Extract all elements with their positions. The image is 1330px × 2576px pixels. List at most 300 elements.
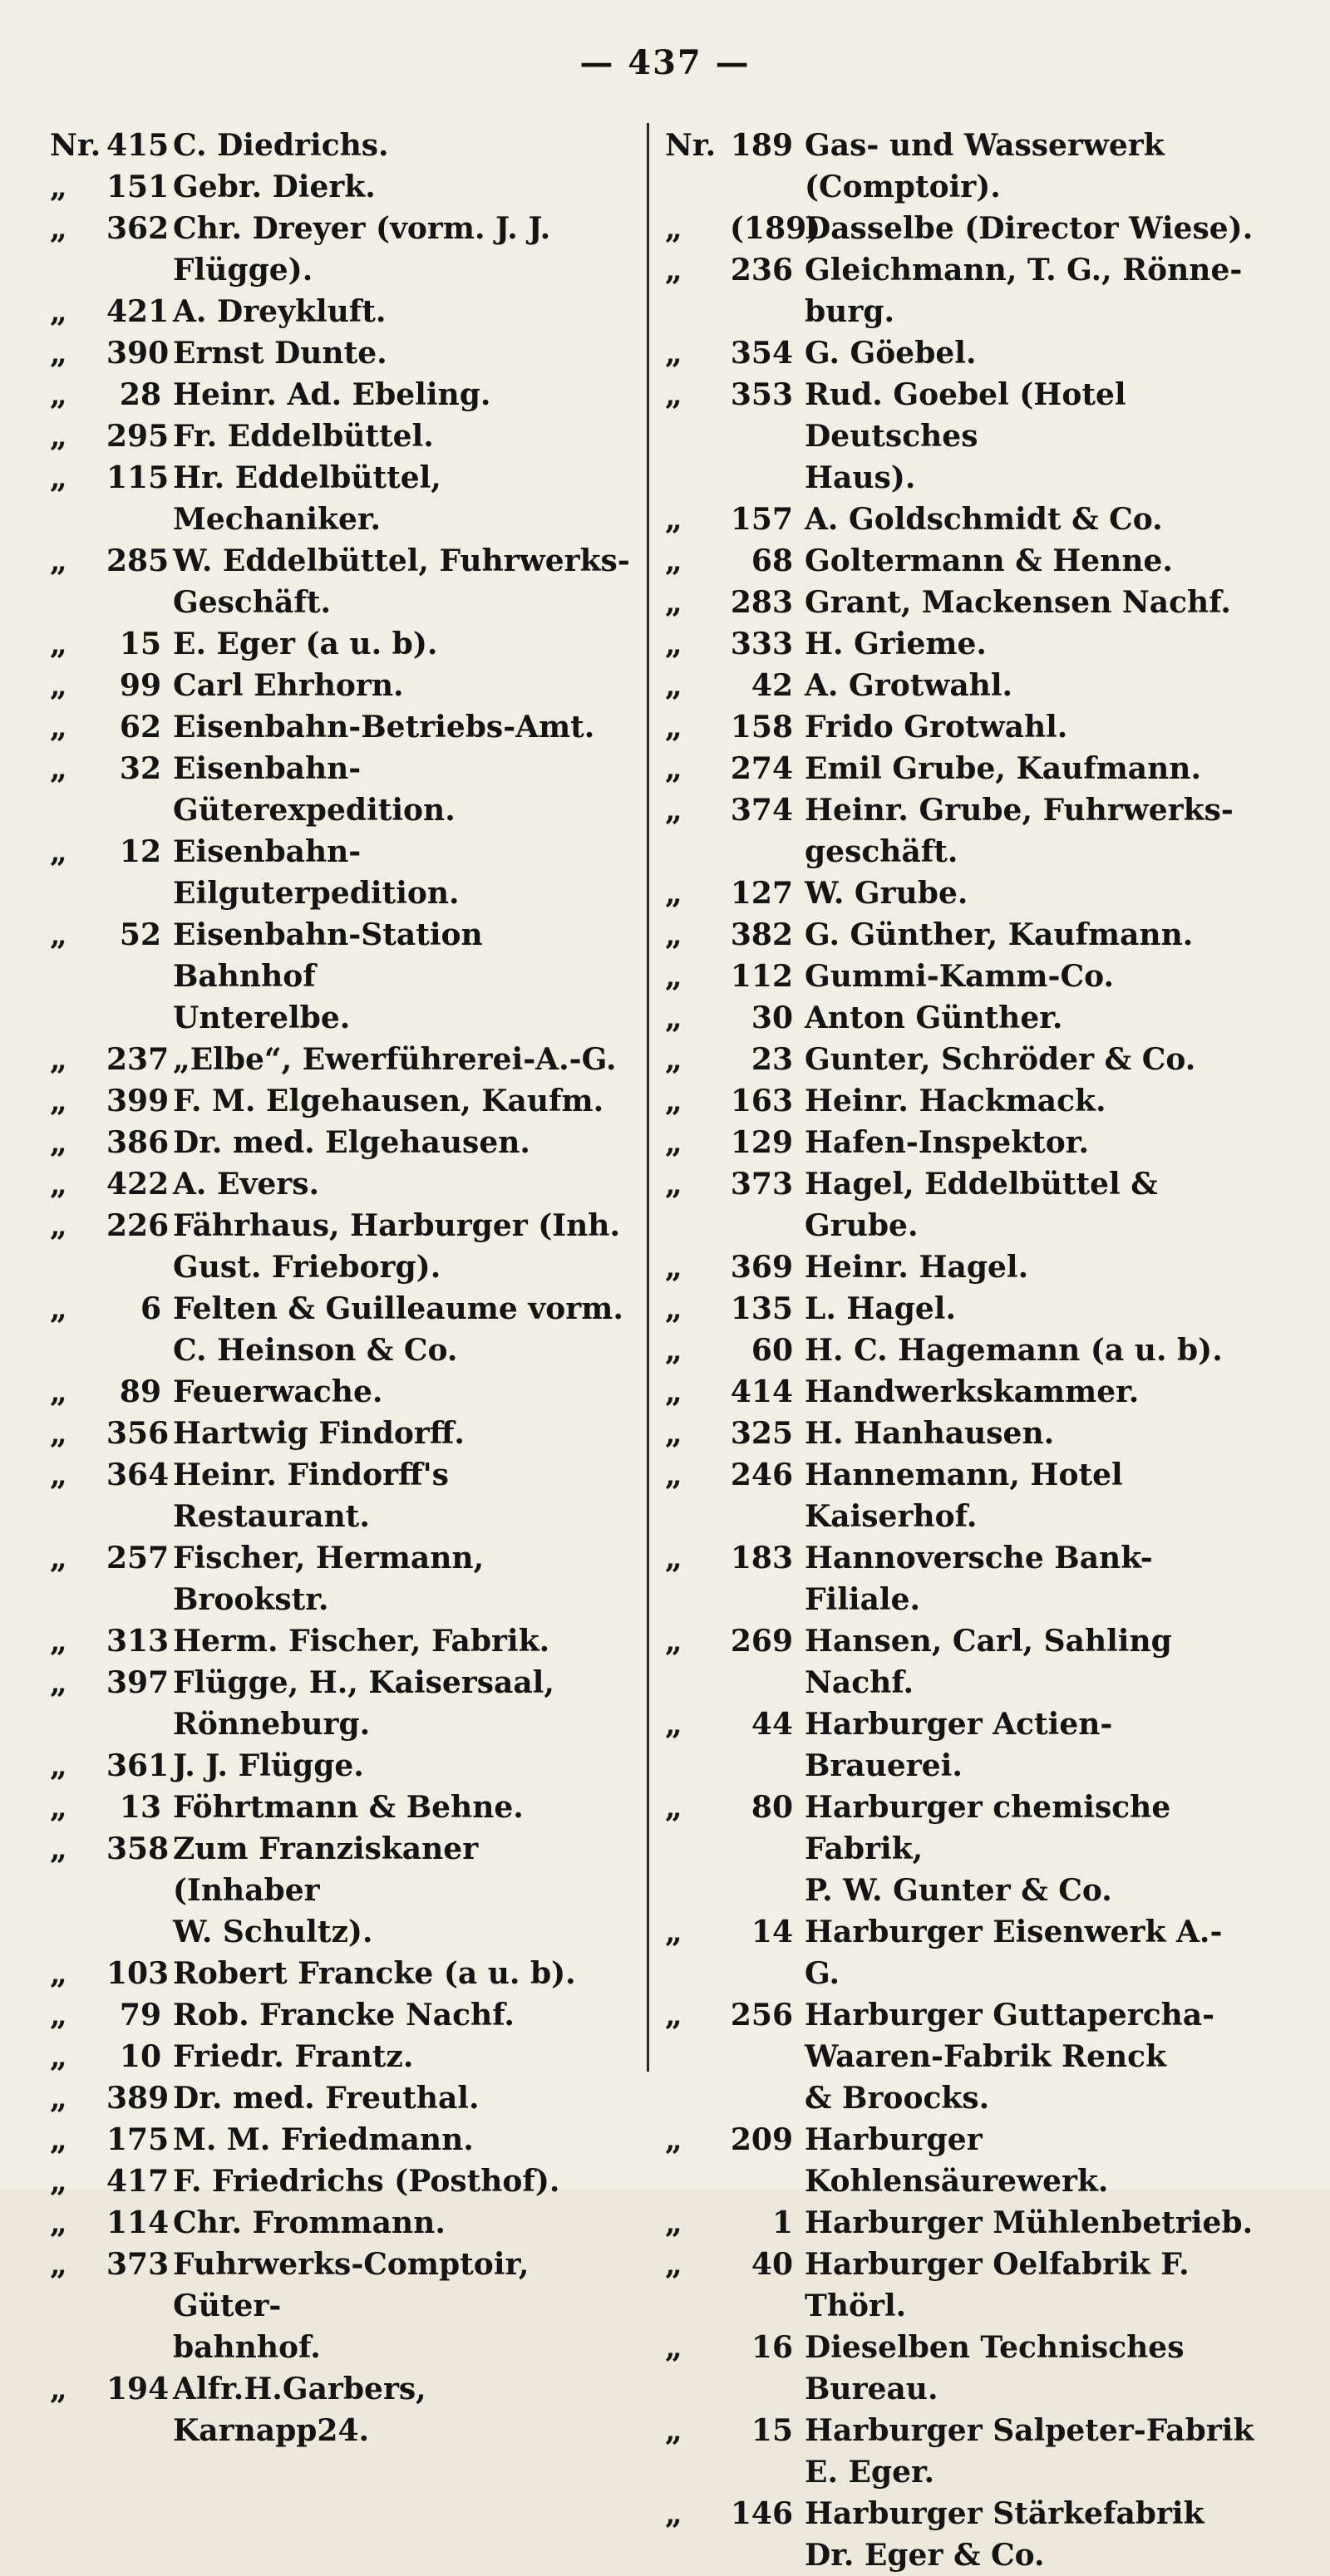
directory-entry <box>50 415 632 457</box>
directory-entry <box>665 1703 1255 1787</box>
entry-number: 151 <box>106 170 170 204</box>
entry-prefix: „ <box>50 917 67 952</box>
directory-entry <box>665 997 1255 1039</box>
entry-number: 389 <box>106 2081 170 2116</box>
directory-entry <box>50 1288 632 1371</box>
entry-number: 386 <box>106 1125 170 1160</box>
directory-entry <box>50 1413 632 1454</box>
entry-name: Heinr. Hackmack. <box>805 1084 1106 1118</box>
directory-entry <box>665 914 1255 956</box>
entry-number: 103 <box>106 1956 170 1991</box>
directory-entry <box>50 166 632 208</box>
entry-prefix: „ <box>665 668 682 703</box>
entry-prefix: „ <box>50 1374 67 1409</box>
entry-name: Robert Francke (a u. b). <box>173 1956 576 1991</box>
entry-name: A. Evers. <box>173 1167 320 1202</box>
directory-entry <box>50 332 632 374</box>
entry-name: Harburger Stärkefabrik Dr. Eger & Co. <box>805 2496 1204 2573</box>
entry-name: Friedr. Frantz. <box>173 2039 414 2074</box>
entry-prefix: „ <box>50 627 67 661</box>
entry-number: 14 <box>751 1915 793 1949</box>
entry-name: A. Goldschmidt & Co. <box>805 502 1163 537</box>
entry-prefix: „ <box>50 294 67 329</box>
directory-entry <box>665 1288 1255 1330</box>
directory-entry <box>50 1205 632 1288</box>
entry-prefix: „ <box>50 2081 67 2116</box>
directory-entry <box>50 1039 632 1080</box>
entry-number: 12 <box>119 834 161 869</box>
entry-number: 373 <box>106 2247 170 2282</box>
directory-entry <box>50 208 632 291</box>
entry-number: 115 <box>106 460 170 495</box>
directory-entry <box>665 249 1255 332</box>
entry-number: 32 <box>119 751 161 786</box>
directory-entry <box>50 2244 632 2368</box>
directory-entry <box>50 1454 632 1537</box>
entry-name: Dr. med. Elgehausen. <box>173 1125 530 1160</box>
entry-name: Goltermann & Henne. <box>805 543 1173 578</box>
entry-name: Hannemann, Hotel Kaiserhof. <box>805 1458 1123 1534</box>
right-column <box>665 125 1255 2576</box>
directory-entry <box>665 1163 1255 1246</box>
entry-prefix: Nr. <box>665 128 717 163</box>
entry-name: Felten & Guilleaume vorm. C. Heinson & Co. <box>173 1291 623 1368</box>
directory-entry <box>50 2368 632 2451</box>
entry-name: L. Hagel. <box>805 1291 957 1326</box>
entry-prefix: „ <box>50 1541 67 1576</box>
entry-prefix: „ <box>665 211 682 246</box>
entry-number: 6 <box>140 1291 161 1326</box>
directory-entry <box>665 125 1255 208</box>
entry-prefix: „ <box>50 1042 67 1077</box>
entry-prefix: „ <box>665 2496 682 2531</box>
entry-prefix: „ <box>665 1167 682 1202</box>
entry-name: Rob. Francke Nachf. <box>173 1998 515 2033</box>
entry-name: G. Günther, Kaufmann. <box>805 917 1194 952</box>
entry-number: 16 <box>751 2330 793 2365</box>
entry-name: Handwerkskammer. <box>805 1374 1140 1409</box>
entry-name: H. Grieme. <box>805 627 987 661</box>
entry-number: 189 <box>730 128 793 163</box>
entry-name: Herm. Fischer, Fabrik. <box>173 1624 550 1659</box>
entry-name: Harburger Salpeter-Fabrik E. Eger. <box>805 2413 1254 2490</box>
entry-prefix: „ <box>50 1125 67 1160</box>
entry-number: 99 <box>119 668 161 703</box>
entry-number: 135 <box>730 1291 793 1326</box>
directory-entry <box>665 748 1255 789</box>
entry-prefix: „ <box>665 585 682 620</box>
directory-entry <box>665 1620 1255 1703</box>
entry-name: G. Göebel. <box>805 336 977 371</box>
entry-number: 226 <box>106 1208 170 1243</box>
entry-prefix: „ <box>50 1665 67 1700</box>
entry-name: Alfr.H.Garbers, Karnapp24. <box>173 2372 426 2448</box>
entry-prefix: Nr. <box>50 128 101 163</box>
entry-prefix: „ <box>665 627 682 661</box>
entry-prefix: „ <box>665 1790 682 1825</box>
directory-entry <box>50 2036 632 2077</box>
directory-entry <box>50 1080 632 1122</box>
entry-name: W. Grube. <box>805 876 968 911</box>
entry-name: Gunter, Schröder & Co. <box>805 1042 1196 1077</box>
entry-number: 236 <box>730 253 793 288</box>
entry-prefix: „ <box>50 1790 67 1825</box>
directory-entry <box>50 1537 632 1620</box>
entry-number: 80 <box>751 1790 793 1825</box>
entry-name: Harburger Eisenwerk A.-G. <box>805 1915 1223 1991</box>
entry-number: 274 <box>730 751 793 786</box>
entry-name: Fr. Eddelbüttel. <box>173 419 434 454</box>
entry-number: 415 <box>106 128 170 163</box>
directory-entry <box>665 1122 1255 1163</box>
entry-prefix: „ <box>665 1541 682 1576</box>
entry-prefix: „ <box>50 1998 67 2033</box>
entry-prefix: „ <box>50 834 67 869</box>
entry-name: Heinr. Grube, Fuhrwerks- geschäft. <box>805 793 1234 869</box>
entry-prefix: „ <box>50 751 67 786</box>
entry-number: 44 <box>751 1707 793 1742</box>
entry-number: 127 <box>730 876 793 911</box>
entry-prefix: „ <box>665 1084 682 1118</box>
entry-number: 209 <box>730 2122 793 2157</box>
entry-number: 246 <box>730 1458 793 1492</box>
directory-entry <box>665 208 1255 249</box>
entry-number: 353 <box>730 377 793 412</box>
directory-entry <box>665 1911 1255 1994</box>
directory-entry <box>665 2244 1255 2327</box>
entry-name: Dasselbe (Director Wiese). <box>805 211 1254 246</box>
page-number: — 437 — <box>579 43 751 82</box>
entry-number: 354 <box>730 336 793 371</box>
entry-name: H. C. Hagemann (a u. b). <box>805 1333 1223 1368</box>
entry-name: Eisenbahn-Güterexpedition. <box>173 751 456 828</box>
directory-entry <box>665 1080 1255 1122</box>
entry-name: H. Hanhausen. <box>805 1416 1055 1451</box>
directory-entry <box>50 125 632 166</box>
directory-entry <box>50 623 632 665</box>
entry-name: Heinr. Ad. Ebeling. <box>173 377 491 412</box>
entry-number: 333 <box>730 627 793 661</box>
entry-name: Fischer, Hermann, Brookstr. <box>173 1541 485 1617</box>
entry-prefix: „ <box>665 1250 682 1285</box>
entry-prefix: „ <box>665 793 682 828</box>
directory-entry <box>665 540 1255 582</box>
entry-prefix: „ <box>665 1915 682 1949</box>
entry-number: 417 <box>106 2164 170 2199</box>
directory-entry <box>665 665 1255 706</box>
entry-number: 15 <box>751 2413 793 2448</box>
entry-name: A. Dreykluft. <box>173 294 387 329</box>
entry-number: 421 <box>106 294 170 329</box>
entry-prefix: „ <box>665 710 682 745</box>
entry-name: C. Diedrichs. <box>173 128 389 163</box>
entry-name: Harburger Kohlensäurewerk. <box>805 2122 1109 2199</box>
entry-prefix: „ <box>50 1624 67 1659</box>
entry-name: Flügge, H., Kaisersaal, Rönneburg. <box>173 1665 554 1742</box>
entry-name: Anton Günther. <box>805 1000 1063 1035</box>
entry-prefix: „ <box>665 1291 682 1326</box>
entry-number: 146 <box>730 2496 793 2531</box>
entry-name: Gleichmann, T. G., Rönne- burg. <box>805 253 1243 329</box>
directory-entry <box>50 2202 632 2244</box>
entry-number: 257 <box>106 1541 170 1576</box>
entry-prefix: „ <box>50 1458 67 1492</box>
entry-prefix: „ <box>50 170 67 204</box>
entry-number: 295 <box>106 419 170 454</box>
entry-number: 163 <box>730 1084 793 1118</box>
directory-entry <box>50 1745 632 1787</box>
entry-name: Föhrtmann & Behne. <box>173 1790 524 1825</box>
entry-prefix: „ <box>50 1208 67 1243</box>
entry-name: Frido Grotwahl. <box>805 710 1068 745</box>
directory-entry <box>50 1994 632 2036</box>
entry-prefix: „ <box>665 502 682 537</box>
entry-name: Harburger chemische Fabrik, P. W. Gunter & Co. <box>805 1790 1171 1908</box>
directory-entry <box>665 2327 1255 2410</box>
entry-number: 283 <box>730 585 793 620</box>
directory-entry <box>665 2410 1255 2493</box>
directory-entry <box>665 2202 1255 2244</box>
entry-prefix: „ <box>665 2413 682 2448</box>
entry-prefix: „ <box>50 668 67 703</box>
directory-entry <box>50 914 632 1039</box>
directory-entry <box>50 540 632 623</box>
entry-prefix: „ <box>50 460 67 495</box>
entry-name: Gebr. Dierk. <box>173 170 376 204</box>
directory-entry <box>50 1163 632 1205</box>
entry-prefix: „ <box>50 1956 67 1991</box>
entry-name: F. Friedrichs (Posthof). <box>173 2164 560 2199</box>
entry-name: Fuhrwerks-Comptoir, Güter- bahnhof. <box>173 2247 530 2365</box>
entry-name: Chr. Dreyer (vorm. J. J. Flügge). <box>173 211 551 288</box>
directory-entry <box>50 2119 632 2161</box>
directory-entry <box>50 831 632 914</box>
entry-prefix: „ <box>50 211 67 246</box>
entry-name: Ernst Dunte. <box>173 336 387 371</box>
entry-number: 373 <box>730 1167 793 1202</box>
entry-number: 13 <box>119 1790 161 1825</box>
entry-prefix: „ <box>50 336 67 371</box>
directory-entry <box>665 789 1255 873</box>
entry-name: Rud. Goebel (Hotel Deutsches Haus). <box>805 377 1126 495</box>
entry-prefix: „ <box>50 1831 67 1866</box>
entry-number: 194 <box>106 2372 170 2406</box>
directory-entry <box>50 457 632 540</box>
entry-number: 364 <box>106 1458 170 1492</box>
entry-name: Feuerwache. <box>173 1374 383 1409</box>
entry-name: Hannoversche Bank-Filiale. <box>805 1541 1153 1617</box>
directory-entry <box>50 2077 632 2119</box>
entry-prefix: „ <box>665 1333 682 1368</box>
directory-entry <box>50 1787 632 1828</box>
entry-name: Eisenbahn-Betriebs-Amt. <box>173 710 595 745</box>
entry-number: 399 <box>106 1084 170 1118</box>
entry-prefix: „ <box>50 2205 67 2240</box>
directory-entry <box>50 1620 632 1662</box>
entry-name: Harburger Guttapercha- Waaren-Fabrik Renck & Broocks. <box>805 1998 1215 2116</box>
directory-entry <box>665 332 1255 374</box>
entry-number: 183 <box>730 1541 793 1576</box>
entry-prefix: „ <box>50 419 67 454</box>
entry-name: Heinr. Hagel. <box>805 1250 1029 1285</box>
entry-prefix: „ <box>50 2164 67 2199</box>
entry-number: 23 <box>751 1042 793 1077</box>
entry-prefix: „ <box>50 1291 67 1326</box>
entry-number: 362 <box>106 211 170 246</box>
column-divider <box>647 123 649 2072</box>
entry-number: 1 <box>771 2205 793 2240</box>
entry-prefix: „ <box>665 751 682 786</box>
entry-prefix: „ <box>50 377 67 412</box>
directory-entry <box>665 374 1255 499</box>
directory-entry <box>665 1246 1255 1288</box>
entry-name: „Elbe“, Ewerführerei-A.-G. <box>173 1042 617 1077</box>
entry-name: E. Eger (a u. b). <box>173 627 438 661</box>
entry-number: 114 <box>106 2205 170 2240</box>
entry-number: 269 <box>730 1624 793 1659</box>
entry-number: 390 <box>106 336 170 371</box>
directory-entry <box>665 623 1255 665</box>
entry-name: Zum Franziskaner (Inhaber W. Schultz). <box>173 1831 479 1949</box>
entry-number: 313 <box>106 1624 170 1659</box>
directory-entry <box>50 1662 632 1745</box>
directory-entry <box>665 582 1255 623</box>
entry-prefix: „ <box>665 1374 682 1409</box>
entry-number: 79 <box>119 1998 161 2033</box>
entry-prefix: „ <box>50 710 67 745</box>
directory-entry <box>50 665 632 706</box>
left-column <box>50 125 632 2451</box>
directory-entry <box>50 1953 632 1994</box>
directory-entry <box>665 1537 1255 1620</box>
entry-name: Hafen-Inspektor. <box>805 1125 1089 1160</box>
directory-entry <box>665 873 1255 914</box>
directory-entry <box>665 1787 1255 1911</box>
entry-name: Fährhaus, Harburger (Inh. Gust. Frieborg). <box>173 1208 621 1285</box>
entry-number: 28 <box>119 377 161 412</box>
directory-entry <box>50 1122 632 1163</box>
directory-entry <box>665 706 1255 748</box>
entry-number: 15 <box>119 627 161 661</box>
entry-prefix: „ <box>665 959 682 994</box>
directory-entry <box>665 2493 1255 2576</box>
entry-number: 157 <box>730 502 793 537</box>
entry-prefix: „ <box>665 377 682 412</box>
entry-name: Hagel, Eddelbüttel & Grube. <box>805 1167 1158 1243</box>
entry-number: 158 <box>730 710 793 745</box>
entry-prefix: „ <box>665 336 682 371</box>
entry-number: 42 <box>751 668 793 703</box>
entry-prefix: „ <box>665 2247 682 2282</box>
entry-name: W. Eddelbüttel, Fuhrwerks- Geschäft. <box>173 543 630 620</box>
entry-number: 129 <box>730 1125 793 1160</box>
entry-number: 89 <box>119 1374 161 1409</box>
entry-number: 256 <box>730 1998 793 2033</box>
entry-number: 397 <box>106 1665 170 1700</box>
entry-number: 356 <box>106 1416 170 1451</box>
entry-number: 30 <box>751 1000 793 1035</box>
directory-entry <box>50 291 632 332</box>
entry-number: 422 <box>106 1167 170 1202</box>
entry-name: Gummi-Kamm-Co. <box>805 959 1115 994</box>
directory-entry <box>665 1994 1255 2119</box>
entry-number: 68 <box>751 543 793 578</box>
entry-name: Harburger Actien-Brauerei. <box>805 1707 1113 1783</box>
entry-number: 374 <box>730 793 793 828</box>
entry-number: 62 <box>119 710 161 745</box>
entry-number: 325 <box>730 1416 793 1451</box>
entry-name: Eisenbahn-Station Bahnhof Unterelbe. <box>173 917 483 1035</box>
entry-number: 175 <box>106 2122 170 2157</box>
entry-number: 358 <box>106 1831 170 1866</box>
entry-prefix: „ <box>665 1707 682 1742</box>
entry-prefix: „ <box>665 2122 682 2157</box>
entry-prefix: „ <box>665 2330 682 2365</box>
entry-number: 40 <box>751 2247 793 2282</box>
entry-number: 60 <box>751 1333 793 1368</box>
entry-name: F. M. Elgehausen, Kaufm. <box>173 1084 604 1118</box>
entry-number: 361 <box>106 1748 170 1783</box>
entry-prefix: „ <box>665 1998 682 2033</box>
entry-name: Carl Ehrhorn. <box>173 668 404 703</box>
entry-prefix: „ <box>50 1416 67 1451</box>
entry-name: Eisenbahn-Eilguterpedition. <box>173 834 460 911</box>
entry-prefix: „ <box>665 1125 682 1160</box>
entry-prefix: „ <box>665 1624 682 1659</box>
entry-name: J. J. Flügge. <box>173 1748 364 1783</box>
entry-prefix: „ <box>50 1084 67 1118</box>
directory-entry <box>665 1039 1255 1080</box>
entry-name: Harburger Oelfabrik F. Thörl. <box>805 2247 1190 2323</box>
entry-number: 237 <box>106 1042 170 1077</box>
entry-number: 52 <box>119 917 161 952</box>
entry-name: Emil Grube, Kaufmann. <box>805 751 1202 786</box>
directory-entry <box>50 1828 632 1953</box>
entry-prefix: „ <box>665 1458 682 1492</box>
entry-name: M. M. Friedmann. <box>173 2122 474 2157</box>
entry-prefix: „ <box>665 253 682 288</box>
entry-prefix: „ <box>50 1748 67 1783</box>
entry-prefix: „ <box>50 2247 67 2282</box>
entry-prefix: „ <box>665 2205 682 2240</box>
entry-prefix: „ <box>665 876 682 911</box>
entry-name: Heinr. Findorff's Restaurant. <box>173 1458 449 1534</box>
entry-name: Chr. Frommann. <box>173 2205 446 2240</box>
entry-number: 10 <box>119 2039 161 2074</box>
directory-entry <box>665 1454 1255 1537</box>
entry-number: 369 <box>730 1250 793 1285</box>
directory-entry <box>665 1371 1255 1413</box>
entry-name: Hartwig Findorff. <box>173 1416 465 1451</box>
directory-entry <box>665 499 1255 540</box>
entry-name: Dieselben Technisches Bureau. <box>805 2330 1185 2406</box>
directory-entry <box>50 2161 632 2202</box>
directory-entry <box>50 748 632 831</box>
entry-number: 382 <box>730 917 793 952</box>
directory-entry <box>50 706 632 748</box>
directory-entry <box>665 2119 1255 2202</box>
entry-prefix: „ <box>665 1042 682 1077</box>
directory-entry <box>665 1330 1255 1371</box>
entry-number: (189) <box>730 211 821 246</box>
entry-prefix: „ <box>50 2039 67 2074</box>
entry-name: Hansen, Carl, Sahling Nachf. <box>805 1624 1172 1700</box>
entry-prefix: „ <box>665 543 682 578</box>
entry-name: Harburger Mühlenbetrieb. <box>805 2205 1254 2240</box>
entry-name: Gas- und Wasserwerk (Comptoir). <box>805 128 1165 204</box>
entry-prefix: „ <box>665 1000 682 1035</box>
entry-prefix: „ <box>50 2122 67 2157</box>
